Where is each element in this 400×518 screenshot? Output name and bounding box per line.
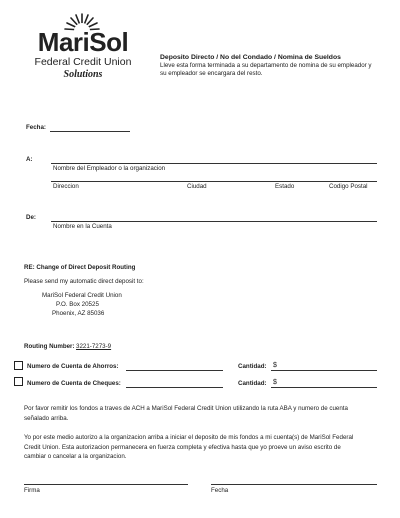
form-instructions-1: Lleve esta forma terminada a su departamento de nomina de su empleador y bbox=[160, 62, 372, 69]
fecha-label: Fecha: bbox=[26, 124, 46, 131]
address-field[interactable] bbox=[51, 181, 377, 182]
routing-number: 3221-7273-9 bbox=[76, 343, 112, 350]
savings-amount-field[interactable] bbox=[271, 370, 377, 371]
form-title: Deposito Directo / No del Condado / Nomina de Sueldos bbox=[160, 54, 341, 61]
logo-tagline: Solutions bbox=[63, 69, 103, 80]
ach-paragraph bbox=[24, 404, 394, 423]
checking-label: Numero de Cuenta de Cheques: bbox=[27, 380, 121, 387]
ach-paragraph-line1: Por favor remitir los fondos a traves de ACH a MariSol Federal Credit Union utilizando la ruta ABA y numero de cuenta bbox=[24, 405, 348, 412]
routing-label: Routing Number: bbox=[24, 343, 75, 350]
cu-address-line1: MariSol Federal Credit Union bbox=[42, 292, 122, 299]
signature-field[interactable] bbox=[24, 484, 188, 485]
cu-address-line2: P.O. Box 20525 bbox=[56, 301, 99, 308]
authorization-line1: Yo por este medio autorizo a la organizacion arriba a iniciar el deposito de mis fondos a mi cuenta(s) de MariSol Federal bbox=[24, 434, 354, 441]
fecha-field[interactable] bbox=[50, 131, 130, 132]
checking-checkbox[interactable] bbox=[14, 377, 23, 386]
authorization-paragraph bbox=[24, 433, 394, 462]
ciudad-label: Ciudad bbox=[187, 183, 207, 190]
employer-name-field[interactable] bbox=[51, 163, 377, 164]
de-label: De: bbox=[26, 214, 36, 221]
account-name-label: Nombre en la Cuenta bbox=[53, 223, 112, 230]
savings-checkbox[interactable] bbox=[14, 361, 23, 370]
savings-label: Numero de Cuenta de Ahorros: bbox=[27, 363, 119, 370]
authorization-line3: cambiar o cancelar a la organizacion. bbox=[24, 453, 127, 460]
employer-name-label: Nombre del Empleador o la organizacion bbox=[53, 165, 166, 172]
logo-subtitle: Federal Credit Union bbox=[34, 56, 132, 68]
logo-name-part2: Sol bbox=[89, 27, 129, 57]
re-line: RE: Change of Direct Deposit Routing bbox=[24, 264, 136, 271]
checking-cantidad-label: Cantidad: bbox=[238, 380, 267, 387]
checking-amount-field[interactable] bbox=[271, 387, 377, 388]
a-label: A: bbox=[26, 156, 33, 163]
logo bbox=[28, 12, 138, 87]
checking-dollar-sign: $ bbox=[273, 379, 277, 386]
fecha-sign-label: Fecha bbox=[211, 487, 229, 494]
form-instructions-2: su empleador se encargara del resto. bbox=[160, 70, 263, 77]
ach-paragraph-line2: señalado arriba. bbox=[24, 414, 69, 422]
authorization-line2: Credit Union. Esta autorizacion permanecera en fuerza completa y efectiva hasta que yo proeve un aviso escrito de bbox=[24, 443, 341, 451]
logo-wordmark bbox=[28, 28, 138, 56]
account-name-field[interactable] bbox=[51, 221, 377, 222]
savings-account-field[interactable] bbox=[126, 370, 223, 371]
firma-label: Firma bbox=[24, 487, 40, 494]
send-line: Please send my automatic direct deposit to: bbox=[24, 278, 144, 285]
estado-label: Estado bbox=[275, 183, 295, 190]
cu-address-line3: Phoenix, AZ 85036 bbox=[52, 310, 105, 317]
checking-account-field[interactable] bbox=[126, 387, 223, 388]
savings-cantidad-label: Cantidad: bbox=[238, 363, 267, 370]
codigo-postal-label: Codigo Postal bbox=[329, 183, 368, 190]
direccion-label: Direccion bbox=[53, 183, 79, 190]
logo-name-part1: Mari bbox=[37, 27, 90, 57]
savings-dollar-sign: $ bbox=[273, 362, 277, 369]
signature-date-field[interactable] bbox=[211, 484, 377, 485]
